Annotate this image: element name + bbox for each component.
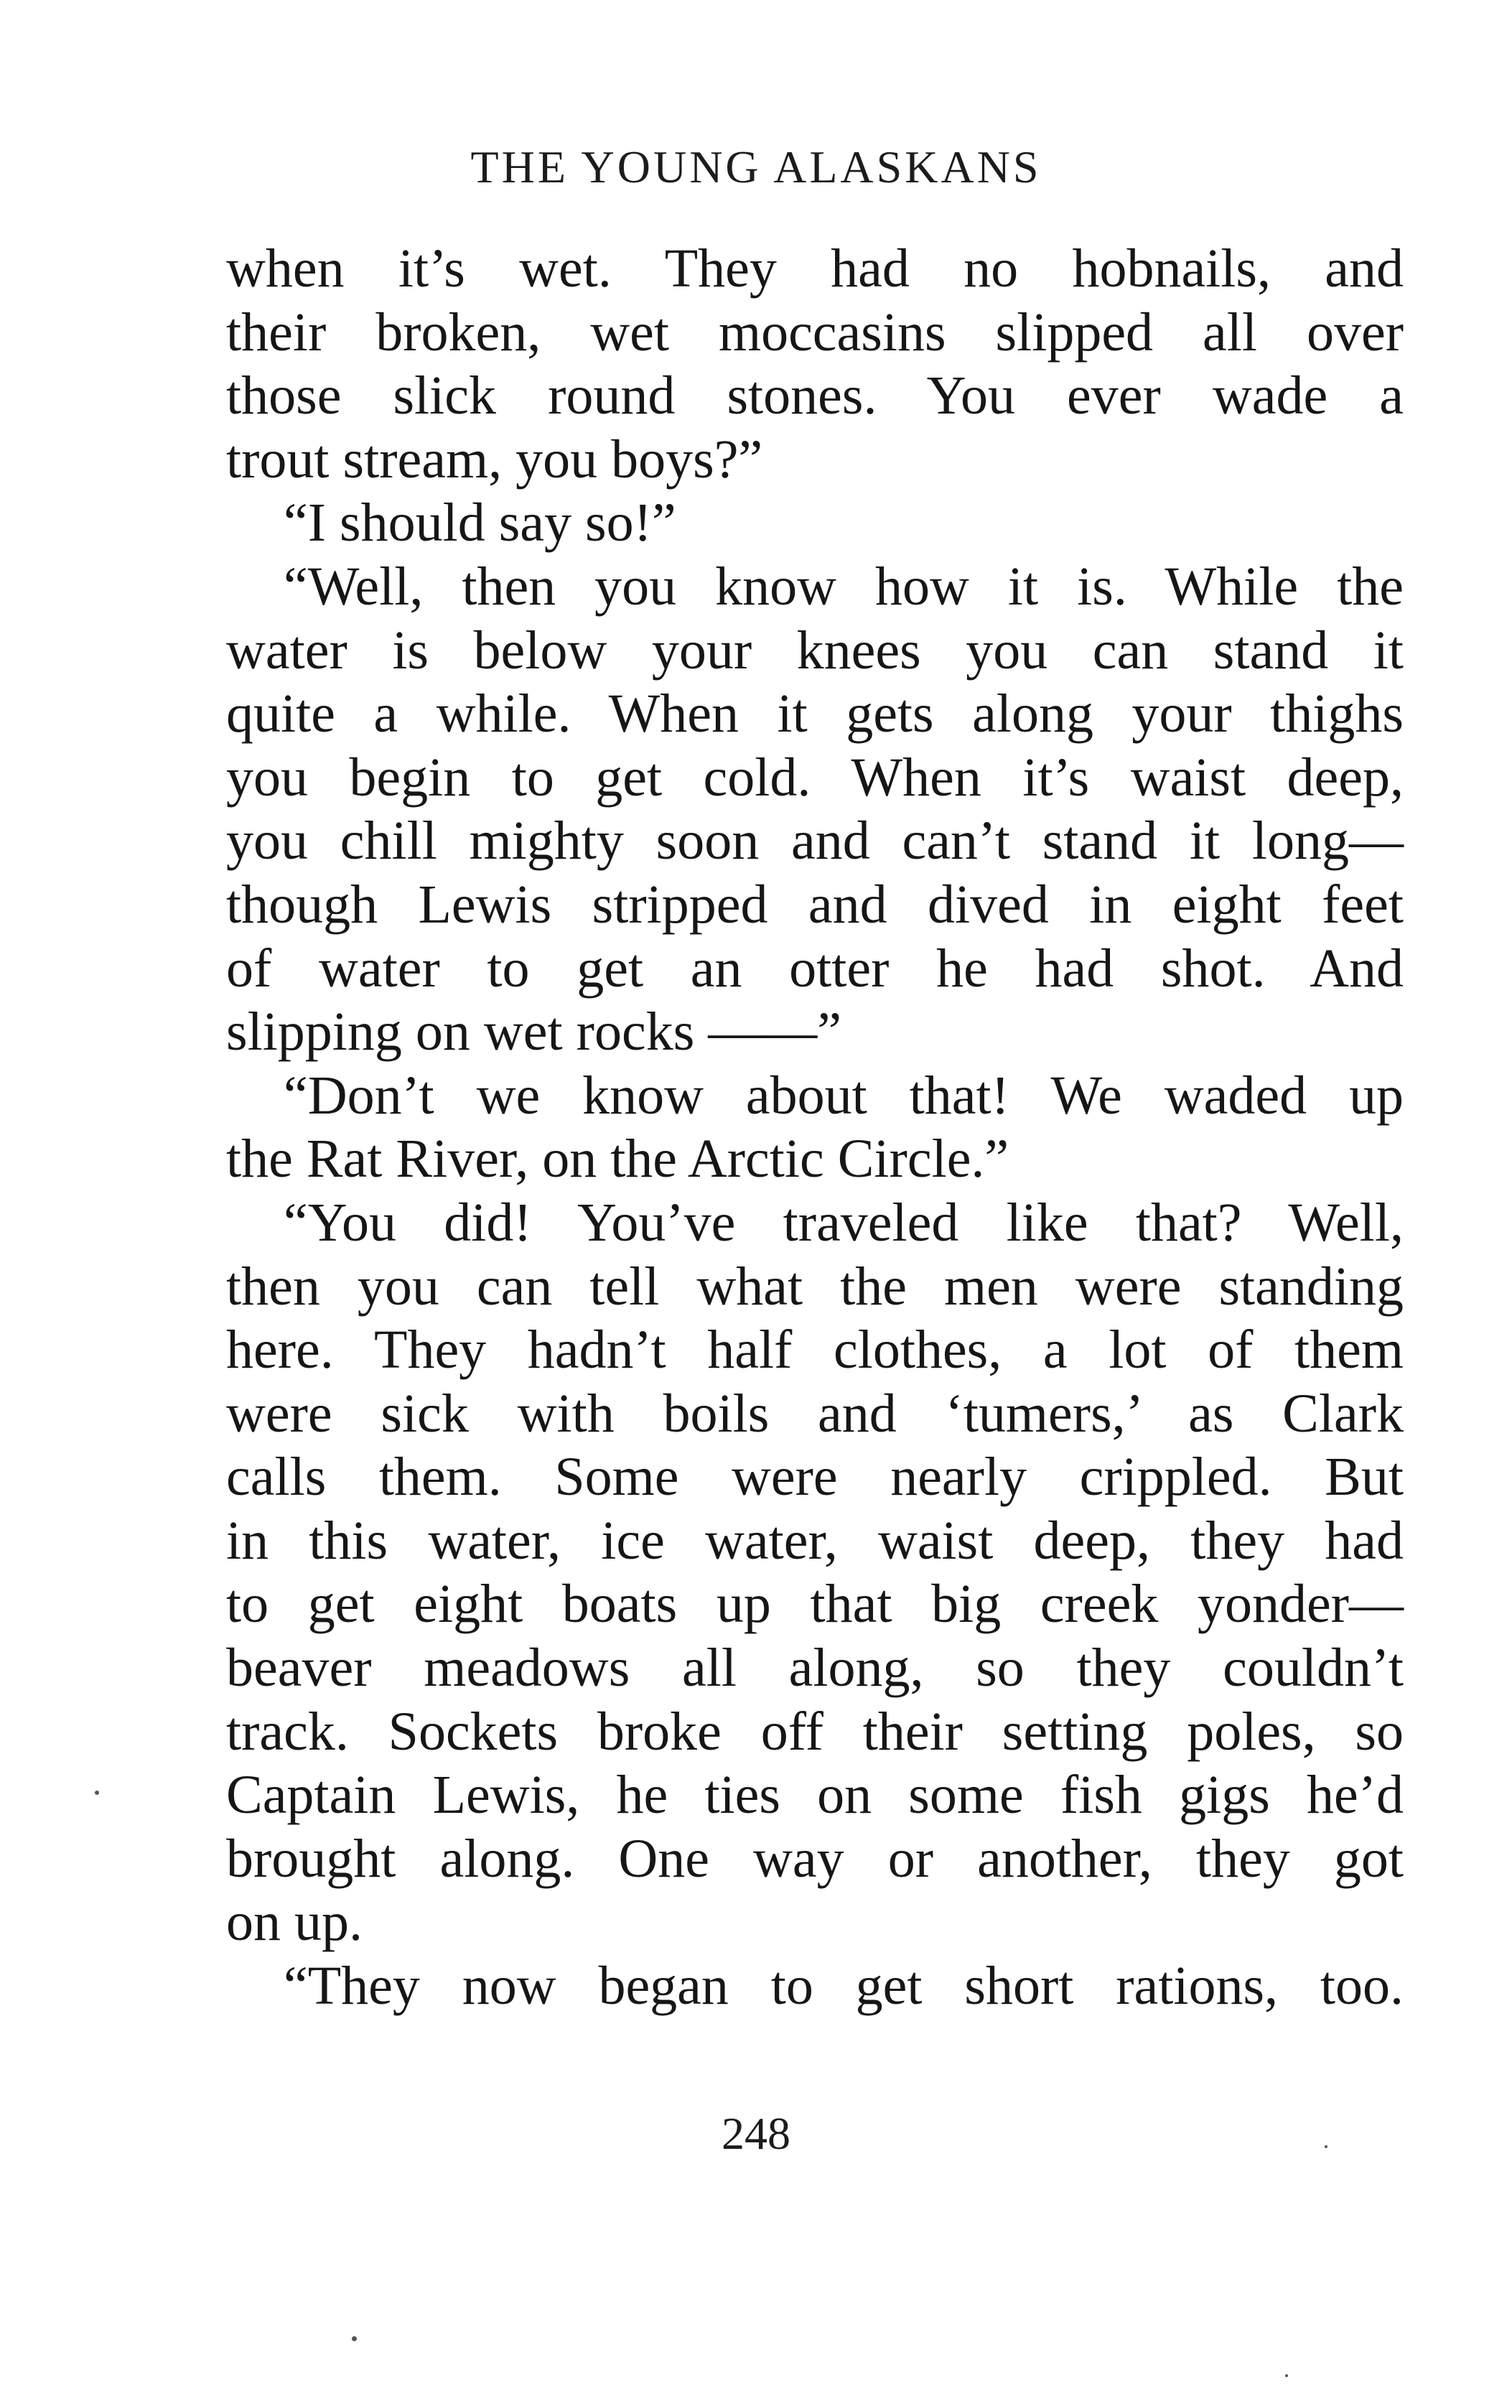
- text-line: “I should say so!”: [284, 493, 676, 554]
- text-line: brought along. One way or another, they got: [226, 1828, 1404, 1889]
- running-head: THE YOUNG ALASKANS: [470, 141, 1042, 192]
- page-number: 248: [722, 2108, 790, 2159]
- text-line: trout stream, you boys?”: [226, 429, 763, 490]
- text-line: track. Sockets broke off their setting poles, so: [226, 1701, 1404, 1762]
- paper-speck: [1325, 2145, 1327, 2148]
- text-line: you begin to get cold. When it’s waist deep,: [226, 747, 1404, 808]
- paper-speck: [352, 2336, 357, 2341]
- text-line: quite a while. When it gets along your thighs: [226, 683, 1404, 745]
- text-line: Captain Lewis, he ties on some fish gigs he’d: [226, 1765, 1404, 1826]
- text-line: here. They hadn’t half clothes, a lot of them: [226, 1320, 1404, 1381]
- text-line: “They now began to get short rations, too.: [284, 1956, 1404, 2017]
- text-line: on up.: [226, 1892, 363, 1953]
- text-line: water is below your knees you can stand it: [226, 620, 1404, 681]
- text-line: were sick with boils and ‘tumers,’ as Clark: [226, 1383, 1404, 1444]
- text-line: “You did! You’ve traveled like that? Well,: [284, 1192, 1404, 1253]
- text-line: though Lewis stripped and dived in eight feet: [226, 874, 1404, 935]
- body-text: [226, 237, 1404, 2018]
- text-line: then you can tell what the men were standing: [226, 1256, 1404, 1317]
- text-line: in this water, ice water, waist deep, they had: [226, 1510, 1404, 1571]
- text-line: “Well, then you know how it is. While the: [284, 556, 1404, 617]
- text-line: the Rat River, on the Arctic Circle.”: [226, 1129, 1009, 1190]
- text-line: you chill mighty soon and can’t stand it long—: [226, 811, 1404, 872]
- text-line: beaver meadows all along, so they couldn’t: [226, 1638, 1404, 1699]
- text-line: to get eight boats up that big creek yonder—: [226, 1574, 1404, 1635]
- paper-speck: [1285, 2374, 1288, 2377]
- text-line: those slick round stones. You ever wade a: [226, 365, 1404, 426]
- text-line: their broken, wet moccasins slipped all over: [226, 302, 1404, 363]
- text-line: of water to get an otter he had shot. And: [226, 938, 1404, 999]
- text-line: when it’s wet. They had no hobnails, and: [226, 238, 1404, 299]
- text-line: calls them. Some were nearly crippled. But: [226, 1447, 1404, 1508]
- text-line: slipping on wet rocks ——”: [226, 1002, 842, 1063]
- paper-speck: [95, 1791, 99, 1795]
- text-line: “Don’t we know about that! We waded up: [284, 1065, 1404, 1126]
